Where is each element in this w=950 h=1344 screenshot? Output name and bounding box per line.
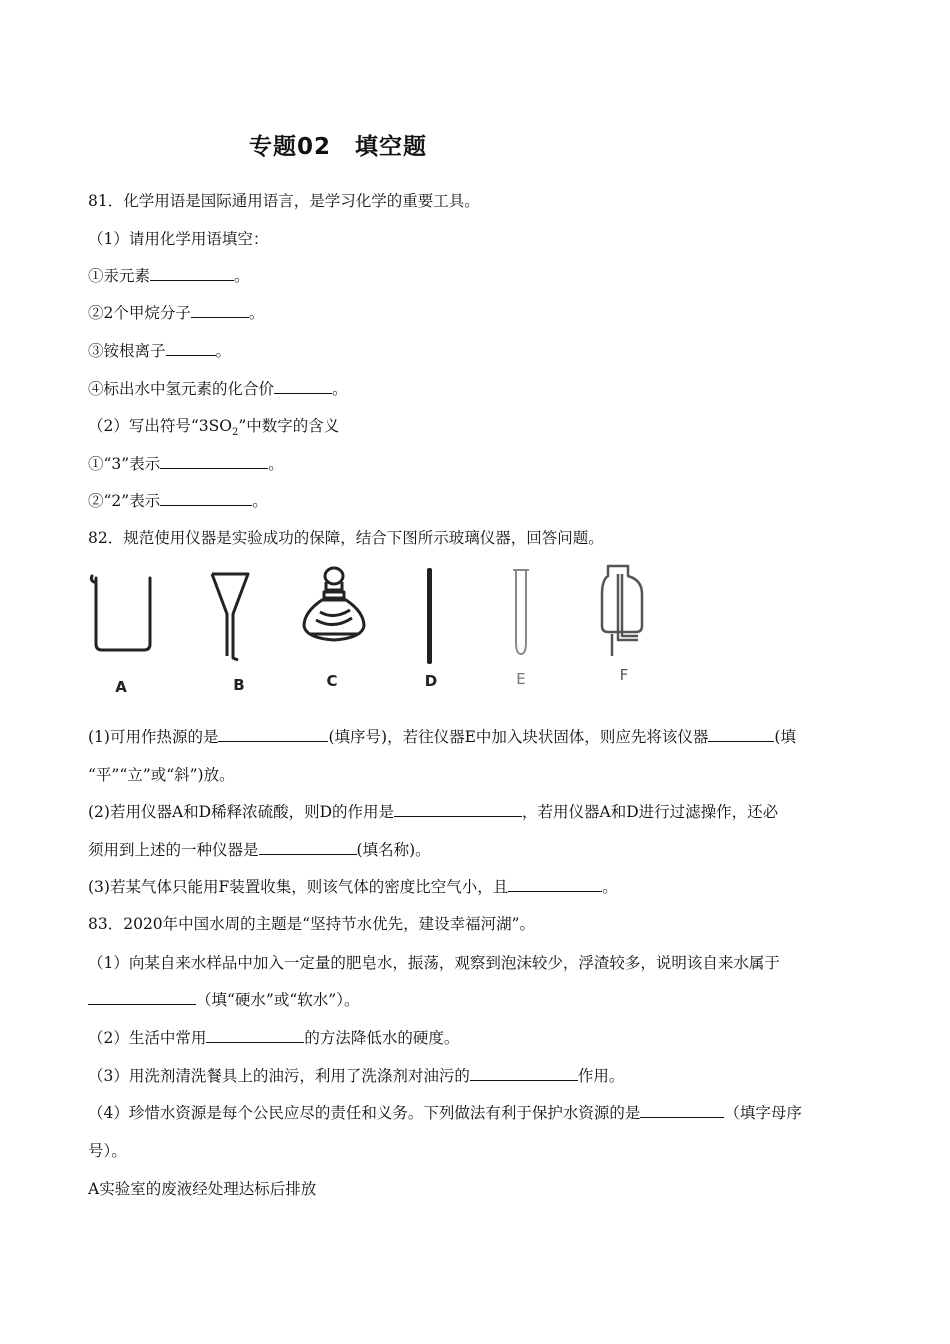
q81-item-e: ①“3”表示 。 xyxy=(88,455,284,473)
figure-label: A xyxy=(115,678,127,696)
q83-line2: （填“硬水”或“软水”）。 xyxy=(88,990,359,1010)
answer-blank[interactable] xyxy=(259,840,357,855)
q82-line4: 须用到上述的一种仪器是 (填名称)。 xyxy=(88,841,431,859)
answer-blank[interactable] xyxy=(160,454,268,469)
q82-stem: 82．规范使用仪器是实验成功的保障，结合下图所示玻璃仪器，回答问题。 xyxy=(88,529,604,547)
answer-blank[interactable] xyxy=(160,491,252,506)
q81-item-b: ②2个甲烷分子 。 xyxy=(88,304,265,322)
answer-blank[interactable] xyxy=(191,303,249,318)
glass-rod-icon xyxy=(427,568,432,664)
q83-line1: （1）向某自来水样品中加入一定量的肥皂水，振荡，观察到泡沫较少，浮渣较多，说明该自来水属于 xyxy=(88,954,780,972)
q81-part1: （1）请用化学用语填空： xyxy=(88,230,269,248)
answer-blank[interactable] xyxy=(640,1103,724,1118)
q83-line4: （3）用洗剂清洗餐具上的油污，利用了洗涤剂对油污的 作用。 xyxy=(88,1067,625,1085)
test-tube-icon xyxy=(513,570,529,654)
q82-line1: (1)可用作热源的是 (填序号)，若往仪器E中加入块状固体，则应先将该仪器 (填 xyxy=(88,728,796,746)
answer-blank[interactable] xyxy=(470,1066,578,1081)
q83-stem: 83．2020年中国水周的主题是“坚持节水优先，建设幸福河湖”。 xyxy=(88,915,536,933)
figure-label: B xyxy=(233,676,245,694)
figure-label: D xyxy=(424,672,438,690)
answer-blank[interactable] xyxy=(508,877,602,892)
figure-label: E xyxy=(516,670,526,688)
q82-line3: (2)若用仪器A和D稀释浓硫酸，则D的作用是 ，若用仪器A和D进行过滤操作，还必 xyxy=(88,803,779,821)
page-title: 专题02 填空题 xyxy=(248,134,427,160)
alcohol-lamp-icon xyxy=(304,568,364,640)
q81-item-c: ③铵根离子 。 xyxy=(88,342,232,360)
q83-option-a: A实验室的废液经处理达标后排放 xyxy=(88,1180,317,1198)
glassware-figure xyxy=(88,560,668,708)
answer-blank[interactable] xyxy=(88,990,196,1005)
q83-line3: （2）生活中常用 的方法降低水的硬度。 xyxy=(88,1029,460,1047)
gas-bottle-icon xyxy=(602,566,642,656)
q83-line5: （4）珍惜水资源是每个公民应尽的责任和义务。下列做法有利于保护水资源的是 （填字母序 xyxy=(88,1104,802,1122)
funnel-icon xyxy=(212,574,248,660)
answer-blank[interactable] xyxy=(218,727,328,742)
answer-blank[interactable] xyxy=(166,341,216,356)
q81-stem: 81．化学用语是国际通用语言，是学习化学的重要工具。 xyxy=(88,192,480,210)
answer-blank[interactable] xyxy=(708,727,774,742)
q81-item-f: ②“2”表示 。 xyxy=(88,492,268,510)
q82-line2: “平”“立”或“斜”)放。 xyxy=(88,766,235,784)
answer-blank[interactable] xyxy=(206,1028,304,1043)
q81-item-d: ④标出水中氢元素的化合价 。 xyxy=(88,380,348,398)
beaker-icon xyxy=(91,576,150,650)
answer-blank[interactable] xyxy=(394,802,522,817)
q81-part2: （2）写出符号“$3SO_2$”中数字的含义 xyxy=(88,417,340,439)
answer-blank[interactable] xyxy=(150,266,234,281)
figure-label: C xyxy=(326,672,338,690)
q81-item-a: ①汞元素 。 xyxy=(88,267,250,285)
answer-blank[interactable] xyxy=(274,379,332,394)
q83-line6: 号）。 xyxy=(88,1142,127,1160)
q82-line5: (3)若某气体只能用F装置收集，则该气体的密度比空气小，且 。 xyxy=(88,878,618,896)
figure-label: F xyxy=(619,666,629,684)
